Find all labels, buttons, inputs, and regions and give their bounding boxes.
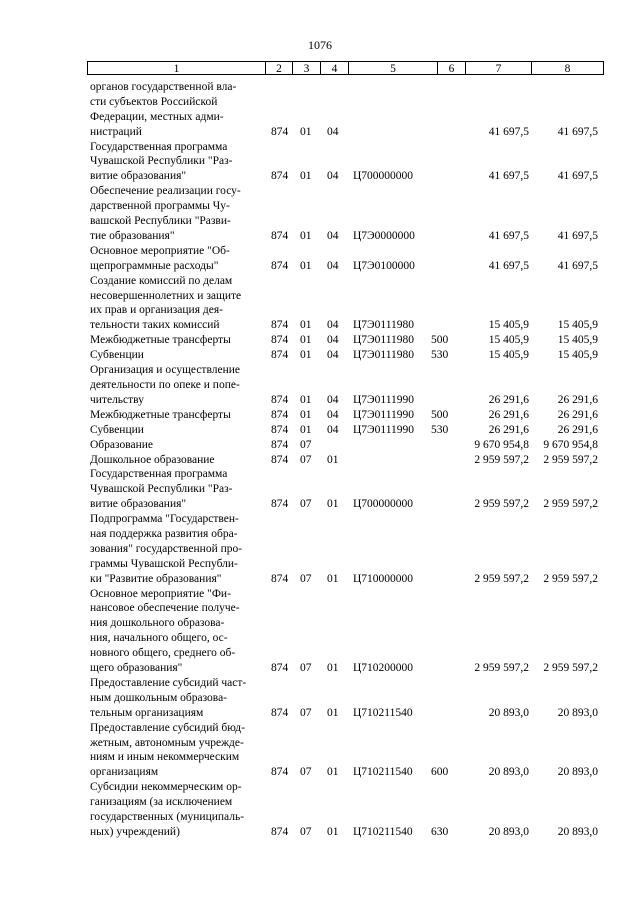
- table-row: [87, 453, 604, 468]
- amount-col-8: 26 291,6: [557, 408, 598, 421]
- ministry-code: 874: [271, 453, 289, 466]
- header-col-1: 1: [87, 61, 265, 75]
- subsection-code: 04: [327, 334, 339, 347]
- ministry-code: 874: [271, 408, 289, 421]
- amount-col-7: 2 959 597,2: [474, 498, 529, 511]
- amount-col-8: 15 405,9: [557, 334, 598, 347]
- amount-col-8: 20 893,0: [557, 766, 598, 779]
- ministry-code: 874: [271, 170, 289, 183]
- description-line: несовершеннолетних и защите: [90, 289, 242, 302]
- description-line: Создание комиссий по делам: [90, 274, 233, 287]
- ministry-code: 874: [271, 766, 289, 779]
- row-description: [90, 333, 263, 348]
- description-line: органов государственной вла-: [90, 81, 237, 93]
- amount-col-7: 41 697,5: [488, 170, 529, 183]
- description-line: вашской Республики "Разви-: [90, 215, 231, 228]
- description-line: Государственная программа: [90, 468, 228, 481]
- ministry-code: 874: [271, 125, 289, 138]
- description-line: Субвенции: [90, 423, 144, 436]
- description-line: витие образования": [90, 170, 187, 183]
- amount-col-8: 2 959 597,2: [543, 453, 598, 466]
- description-line: ганизациям (за исключением: [90, 796, 233, 809]
- amount-col-8: 2 959 597,2: [543, 498, 598, 511]
- amount-col-8: 41 697,5: [557, 229, 598, 242]
- expense-type-code: 630: [431, 825, 449, 838]
- ministry-code: 874: [271, 259, 289, 272]
- subsection-code: 01: [327, 662, 339, 675]
- amount-col-7: 41 697,5: [488, 229, 529, 242]
- subsection-code: 04: [327, 319, 339, 332]
- amount-col-8: 9 670 954,8: [543, 438, 598, 451]
- target-article-code: Ц7Э0111980: [353, 319, 415, 332]
- table-row: [87, 348, 604, 363]
- description-line: ния дошкольного образова-: [90, 617, 225, 630]
- table-row: [87, 408, 604, 423]
- page-number: 1076: [308, 38, 332, 52]
- header-col-3: 3: [292, 61, 320, 75]
- description-line: ки "Развитие образования": [90, 572, 222, 585]
- section-code: 01: [300, 334, 312, 347]
- table-row: [87, 363, 604, 408]
- expense-type-code: 530: [431, 423, 449, 436]
- description-line: Организация и осуществление: [90, 364, 240, 377]
- amount-col-7: 9 670 954,8: [474, 438, 529, 451]
- expense-type-code: 600: [431, 766, 449, 779]
- table-row: [87, 780, 604, 840]
- row-description: [90, 780, 263, 840]
- description-line: Подпрограмма "Государствен-: [90, 513, 239, 526]
- table-row: [87, 80, 604, 140]
- subsection-code: 04: [327, 423, 339, 436]
- target-article-code: Ц710000000: [353, 572, 414, 585]
- description-line: зования" государственной про-: [90, 542, 243, 555]
- description-line: Основное мероприятие "Фи-: [90, 587, 231, 600]
- row-description: [90, 244, 263, 274]
- description-line: Образование: [90, 438, 154, 451]
- table-row: [87, 333, 604, 348]
- target-article-code: Ц710200000: [353, 662, 414, 675]
- amount-col-7: 26 291,6: [488, 393, 529, 406]
- table-row: [87, 244, 604, 274]
- target-article-code: Ц7Э0100000: [353, 259, 415, 272]
- row-description: [90, 721, 263, 781]
- section-code: 07: [300, 766, 312, 779]
- row-description: [90, 676, 263, 721]
- target-article-code: Ц710211540: [353, 706, 413, 719]
- ministry-code: 874: [271, 662, 289, 675]
- ministry-code: 874: [271, 498, 289, 511]
- description-line: Дошкольное образование: [90, 453, 215, 466]
- amount-col-8: 20 893,0: [557, 825, 598, 838]
- description-line: Чувашской Республики "Раз-: [90, 155, 233, 168]
- section-code: 07: [300, 453, 312, 466]
- target-article-code: Ц700000000: [353, 170, 414, 183]
- table-row: [87, 587, 604, 676]
- description-line: нансовое обеспечение получе-: [90, 602, 240, 615]
- subsection-code: 01: [327, 766, 339, 779]
- row-description: [90, 184, 263, 244]
- description-line: Предоставление субсидий част-: [90, 677, 247, 689]
- subsection-code: 04: [327, 125, 339, 138]
- ministry-code: 874: [271, 438, 289, 451]
- amount-col-7: 15 405,9: [488, 334, 529, 347]
- subsection-code: 01: [327, 453, 339, 466]
- amount-col-7: 41 697,5: [488, 125, 529, 138]
- amount-col-8: 26 291,6: [557, 423, 598, 436]
- subsection-code: 01: [327, 825, 339, 838]
- subsection-code: 04: [327, 393, 339, 406]
- ministry-code: 874: [271, 393, 289, 406]
- description-line: Чувашской Республики "Раз-: [90, 483, 233, 496]
- table-row: [87, 438, 604, 453]
- description-line: Основное мероприятие "Об-: [90, 244, 230, 257]
- table-row: [87, 140, 604, 185]
- ministry-code: 874: [271, 349, 289, 362]
- target-article-code: Ц7Э0111990: [353, 393, 415, 406]
- description-line: щего образования": [90, 662, 183, 675]
- description-line: Государственная программа: [90, 140, 228, 153]
- amount-col-7: 20 893,0: [488, 706, 529, 719]
- section-code: 07: [300, 572, 312, 585]
- amount-col-8: 20 893,0: [557, 706, 598, 719]
- amount-col-7: 15 405,9: [488, 319, 529, 332]
- subsection-code: 01: [327, 706, 339, 719]
- subsection-code: 04: [327, 259, 339, 272]
- amount-col-7: 2 959 597,2: [474, 453, 529, 466]
- description-line: граммы Чувашской Республи-: [90, 557, 238, 570]
- subsection-code: 04: [327, 408, 339, 421]
- description-line: ниям и иным некоммерческим: [90, 751, 240, 764]
- description-line: Федерации, местных адми-: [90, 110, 224, 123]
- amount-col-8: 41 697,5: [557, 170, 598, 183]
- description-line: сти субъектов Российской: [90, 95, 218, 108]
- row-description: [90, 80, 263, 140]
- subsection-code: 04: [327, 170, 339, 183]
- table-row: [87, 512, 604, 587]
- row-description: [90, 423, 263, 438]
- subsection-code: 04: [327, 349, 339, 362]
- amount-col-8: 41 697,5: [557, 125, 598, 138]
- target-article-code: Ц700000000: [353, 498, 414, 511]
- subsection-code: 01: [327, 498, 339, 511]
- table-row: [87, 423, 604, 438]
- section-code: 07: [300, 662, 312, 675]
- table-row: [87, 274, 604, 334]
- amount-col-8: 2 959 597,2: [543, 572, 598, 585]
- ministry-code: 874: [271, 229, 289, 242]
- ministry-code: 874: [271, 334, 289, 347]
- row-description: [90, 363, 263, 408]
- subsection-code: 01: [327, 572, 339, 585]
- row-description: [90, 453, 263, 468]
- description-line: государственных (муниципаль-: [90, 811, 245, 824]
- amount-col-7: 41 697,5: [488, 259, 529, 272]
- target-article-code: Ц710211540: [353, 766, 413, 779]
- amount-col-8: 15 405,9: [557, 319, 598, 332]
- section-code: 07: [300, 706, 312, 719]
- expense-type-code: 530: [431, 349, 449, 362]
- amount-col-7: 2 959 597,2: [474, 662, 529, 675]
- description-line: их прав и организация дея-: [90, 304, 223, 317]
- description-line: жетным, автономным учрежде-: [90, 736, 244, 749]
- description-line: Межбюджетные трансферты: [90, 334, 231, 347]
- subsection-code: 04: [327, 229, 339, 242]
- header-col-6: 6: [437, 61, 465, 75]
- amount-col-7: 15 405,9: [488, 349, 529, 362]
- target-article-code: Ц7Э0000000: [353, 229, 415, 242]
- description-line: ным дошкольным образова-: [90, 691, 228, 704]
- table-row: [87, 676, 604, 721]
- target-article-code: Ц7Э0111990: [353, 408, 415, 421]
- section-code: 01: [300, 125, 312, 138]
- target-article-code: Ц710211540: [353, 825, 413, 838]
- description-line: организациям: [90, 766, 159, 779]
- ministry-code: 874: [271, 825, 289, 838]
- description-line: нистраций: [90, 125, 142, 138]
- header-col-8: 8: [531, 61, 604, 75]
- description-line: Предоставление субсидий бюд-: [90, 721, 245, 734]
- section-code: 01: [300, 259, 312, 272]
- description-line: чительству: [90, 393, 144, 406]
- row-description: [90, 512, 263, 586]
- expense-type-code: 500: [431, 334, 449, 347]
- description-line: тельности таких комиссий: [90, 319, 220, 332]
- header-col-4: 4: [320, 61, 348, 75]
- amount-col-7: 26 291,6: [488, 408, 529, 421]
- description-line: ния, начального общего, ос-: [90, 632, 228, 645]
- description-line: ных) учреждений): [90, 825, 180, 838]
- section-code: 01: [300, 170, 312, 183]
- table-row: [87, 467, 604, 512]
- header-col-5: 5: [348, 61, 437, 75]
- table-row: [87, 721, 604, 781]
- row-description: [90, 408, 263, 423]
- row-description: [90, 348, 263, 363]
- target-article-code: Ц7Э0111980: [353, 349, 415, 362]
- section-code: 07: [300, 438, 312, 451]
- description-line: витие образования": [90, 498, 187, 511]
- section-code: 01: [300, 408, 312, 421]
- ministry-code: 874: [271, 423, 289, 436]
- header-col-7: 7: [465, 61, 531, 75]
- amount-col-7: 20 893,0: [488, 766, 529, 779]
- description-line: ная поддержка развития обра-: [90, 527, 238, 540]
- amount-col-8: 15 405,9: [557, 349, 598, 362]
- section-code: 01: [300, 393, 312, 406]
- section-code: 01: [300, 319, 312, 332]
- description-line: дарственной программы Чу-: [90, 200, 230, 213]
- description-line: Субвенции: [90, 349, 144, 362]
- description-line: Субсидии некоммерческим ор-: [90, 781, 242, 794]
- row-description: [90, 438, 263, 453]
- amount-col-7: 20 893,0: [488, 825, 529, 838]
- amount-col-7: 26 291,6: [488, 423, 529, 436]
- amount-col-7: 2 959 597,2: [474, 572, 529, 585]
- description-line: тельным организациям: [90, 706, 204, 719]
- description-line: щепрограммные расходы": [90, 259, 219, 272]
- description-line: Обеспечение реализации госу-: [90, 185, 241, 198]
- target-article-code: Ц7Э0111980: [353, 334, 415, 347]
- row-description: [90, 274, 263, 334]
- table-row: [87, 184, 604, 244]
- description-line: Межбюджетные трансферты: [90, 408, 231, 421]
- header-col-2: 2: [265, 61, 292, 75]
- description-line: новного общего, среднего об-: [90, 647, 236, 660]
- section-code: 07: [300, 825, 312, 838]
- section-code: 01: [300, 349, 312, 362]
- description-line: деятельности по опеке и попе-: [90, 378, 240, 391]
- ministry-code: 874: [271, 319, 289, 332]
- amount-col-8: 26 291,6: [557, 393, 598, 406]
- amount-col-8: 2 959 597,2: [543, 662, 598, 675]
- ministry-code: 874: [271, 706, 289, 719]
- row-description: [90, 587, 263, 676]
- amount-col-8: 41 697,5: [557, 259, 598, 272]
- section-code: 01: [300, 423, 312, 436]
- row-description: [90, 467, 263, 512]
- target-article-code: Ц7Э0111990: [353, 423, 415, 436]
- expense-type-code: 500: [431, 408, 449, 421]
- row-description: [90, 140, 263, 185]
- section-code: 07: [300, 498, 312, 511]
- ministry-code: 874: [271, 572, 289, 585]
- section-code: 01: [300, 229, 312, 242]
- description-line: тие образования": [90, 229, 175, 242]
